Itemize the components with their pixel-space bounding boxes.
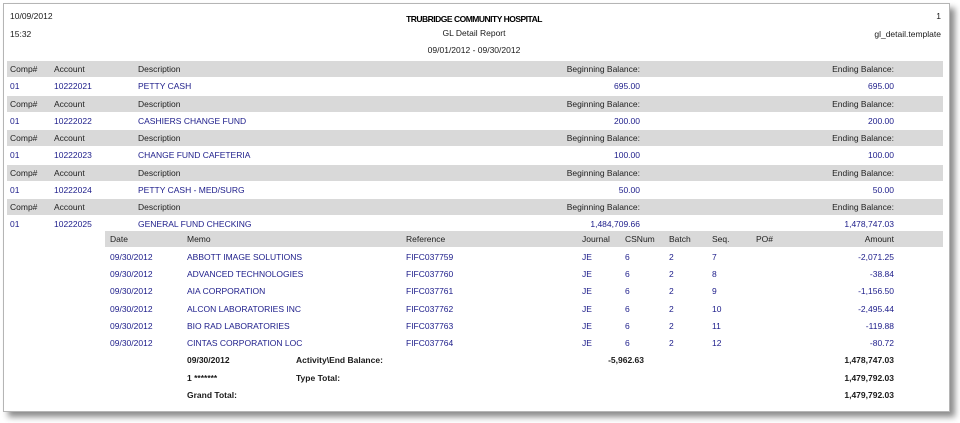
- account-number: 10222021: [54, 81, 92, 91]
- tx-journal: JE: [582, 269, 592, 279]
- account-description: GENERAL FUND CHECKING: [138, 219, 252, 229]
- tx-memo: BIO RAD LABORATORIES: [187, 321, 290, 331]
- account-beginning-balance: 50.00: [618, 185, 640, 195]
- tx-reference: FIFC037762: [406, 304, 454, 314]
- tx-journal: JE: [582, 304, 592, 314]
- tx-reference: FIFC037763: [406, 321, 454, 331]
- page-number: 1: [936, 11, 941, 21]
- tx-seq: 8: [712, 269, 717, 279]
- tx-amount: -38.84: [869, 269, 894, 279]
- type-total-label: Type Total:: [296, 373, 341, 383]
- tx-date: 09/30/2012: [110, 321, 153, 331]
- account-comp: 01: [10, 116, 20, 126]
- grand-total-label: Grand Total:: [187, 390, 237, 400]
- report-page: [3, 3, 950, 412]
- label-ending-balance: Ending Balance:: [832, 202, 894, 212]
- tx-memo: ABBOTT IMAGE SOLUTIONS: [187, 252, 303, 262]
- account-comp: 01: [10, 185, 20, 195]
- hospital-name: TRUBRIDGE COMMUNITY HOSPITAL: [406, 14, 542, 24]
- label-comp: Comp#: [10, 168, 38, 178]
- tx-batch: 2: [669, 338, 674, 348]
- col-amount: Amount: [864, 234, 894, 244]
- tx-reference: FIFC037761: [406, 286, 454, 296]
- tx-amount: -1,156.50: [858, 286, 894, 296]
- tx-csnum: 6: [625, 304, 630, 314]
- account-number: 10222022: [54, 116, 92, 126]
- tx-amount: -2,495.44: [858, 304, 894, 314]
- account-number: 10222025: [54, 219, 92, 229]
- account-beginning-balance: 200.00: [614, 116, 640, 126]
- label-description: Description: [138, 133, 181, 143]
- tx-journal: JE: [582, 252, 592, 262]
- col-po: PO#: [756, 234, 774, 244]
- tx-memo: CINTAS CORPORATION LOC: [187, 338, 303, 348]
- report-time: 15:32: [10, 29, 32, 39]
- tx-csnum: 6: [625, 252, 630, 262]
- account-number: 10222023: [54, 150, 92, 160]
- tx-amount: -2,071.25: [858, 252, 894, 262]
- account-ending-balance: 100.00: [868, 150, 894, 160]
- tx-amount: -119.88: [865, 321, 894, 331]
- label-description: Description: [138, 168, 181, 178]
- report-template: gl_detail.template: [874, 29, 941, 39]
- tx-date: 09/30/2012: [110, 286, 153, 296]
- label-description: Description: [138, 64, 181, 74]
- col-date: Date: [110, 234, 128, 244]
- tx-journal: JE: [582, 321, 592, 331]
- account-beginning-balance: 100.00: [614, 150, 640, 160]
- tx-reference: FIFC037759: [406, 252, 454, 262]
- account-ending-balance: 50.00: [872, 185, 894, 195]
- tx-memo: ALCON LABORATORIES INC: [187, 304, 301, 314]
- tx-batch: 2: [669, 321, 674, 331]
- label-beginning-balance: Beginning Balance:: [566, 99, 640, 109]
- label-account: Account: [54, 64, 85, 74]
- account-beginning-balance: 1,484,709.66: [590, 219, 640, 229]
- col-memo: Memo: [187, 234, 211, 244]
- account-comp: 01: [10, 150, 20, 160]
- account-number: 10222024: [54, 185, 92, 195]
- tx-batch: 2: [669, 269, 674, 279]
- label-ending-balance: Ending Balance:: [832, 168, 894, 178]
- account-ending-balance: 1,478,747.03: [844, 219, 894, 229]
- account-comp: 01: [10, 81, 20, 91]
- report-date: 10/09/2012: [10, 11, 53, 21]
- account-description: PETTY CASH: [138, 81, 192, 91]
- account-description: PETTY CASH - MED/SURG: [138, 185, 245, 195]
- label-comp: Comp#: [10, 202, 38, 212]
- account-description: CASHIERS CHANGE FUND: [138, 116, 247, 126]
- label-comp: Comp#: [10, 64, 38, 74]
- label-description: Description: [138, 202, 181, 212]
- activity-label: Activity\End Balance:: [296, 355, 383, 365]
- label-account: Account: [54, 168, 85, 178]
- label-ending-balance: Ending Balance:: [832, 133, 894, 143]
- label-account: Account: [54, 133, 85, 143]
- type-total-value: 1,479,792.03: [844, 373, 894, 383]
- activity-amount: -5,962.63: [608, 355, 644, 365]
- label-beginning-balance: Beginning Balance:: [566, 64, 640, 74]
- label-comp: Comp#: [10, 133, 38, 143]
- tx-csnum: 6: [625, 321, 630, 331]
- report-date-range: 09/01/2012 - 09/30/2012: [427, 45, 521, 55]
- grand-total-value: 1,479,792.03: [844, 390, 894, 400]
- tx-csnum: 6: [625, 338, 630, 348]
- label-comp: Comp#: [10, 99, 38, 109]
- col-seq: Seq.: [712, 234, 730, 244]
- label-description: Description: [138, 99, 181, 109]
- tx-date: 09/30/2012: [110, 338, 153, 348]
- tx-seq: 9: [712, 286, 717, 296]
- col-journal: Journal: [582, 234, 610, 244]
- tx-seq: 10: [712, 304, 722, 314]
- tx-date: 09/30/2012: [110, 304, 153, 314]
- tx-batch: 2: [669, 252, 674, 262]
- account-ending-balance: 695.00: [868, 81, 894, 91]
- label-beginning-balance: Beginning Balance:: [566, 168, 640, 178]
- tx-journal: JE: [582, 338, 592, 348]
- account-comp: 01: [10, 219, 20, 229]
- label-ending-balance: Ending Balance:: [832, 99, 894, 109]
- tx-journal: JE: [582, 286, 592, 296]
- col-batch: Batch: [669, 234, 691, 244]
- activity-date: 09/30/2012: [187, 355, 230, 365]
- label-beginning-balance: Beginning Balance:: [566, 202, 640, 212]
- report-title: GL Detail Report: [442, 28, 506, 38]
- label-account: Account: [54, 99, 85, 109]
- tx-batch: 2: [669, 304, 674, 314]
- tx-memo: ADVANCED TECHNOLOGIES: [187, 269, 304, 279]
- label-account: Account: [54, 202, 85, 212]
- type-code: 1 *******: [187, 373, 218, 383]
- tx-reference: FIFC037760: [406, 269, 454, 279]
- tx-amount: -80.72: [869, 338, 894, 348]
- tx-seq: 11: [712, 321, 721, 331]
- tx-seq: 12: [712, 338, 722, 348]
- col-csnum: CSNum: [625, 234, 655, 244]
- col-reference: Reference: [406, 234, 446, 244]
- account-beginning-balance: 695.00: [614, 81, 640, 91]
- tx-reference: FIFC037764: [406, 338, 454, 348]
- tx-date: 09/30/2012: [110, 252, 153, 262]
- tx-batch: 2: [669, 286, 674, 296]
- tx-seq: 7: [712, 252, 717, 262]
- tx-date: 09/30/2012: [110, 269, 153, 279]
- account-description: CHANGE FUND CAFETERIA: [138, 150, 251, 160]
- tx-csnum: 6: [625, 269, 630, 279]
- label-beginning-balance: Beginning Balance:: [566, 133, 640, 143]
- activity-end-balance: 1,478,747.03: [844, 355, 894, 365]
- account-ending-balance: 200.00: [868, 116, 894, 126]
- tx-memo: AIA CORPORATION: [187, 286, 266, 296]
- label-ending-balance: Ending Balance:: [832, 64, 894, 74]
- tx-csnum: 6: [625, 286, 630, 296]
